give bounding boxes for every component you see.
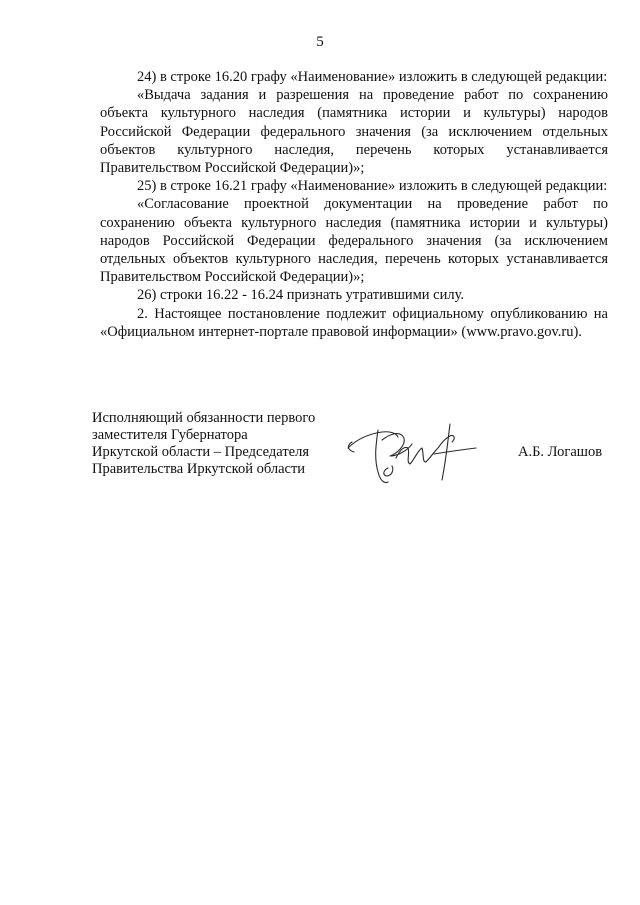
position-line: Иркутской области – Председателя — [92, 444, 309, 460]
paragraph-24-quote: «Выдача задания и разрешения на проведение работ по сохранению объекта культурного наследия (памятника истории и культуры) народов Российской Федерации федерального значения (за исключением отдельных объектов культурного наследия, перечень которых устанавливается Правительством Российской Федерации)»; — [100, 87, 608, 177]
signatory-name: А.Б. Логашов — [518, 444, 603, 460]
handwritten-signature — [338, 410, 488, 490]
document-body — [100, 68, 608, 341]
page-number: 5 — [316, 34, 324, 50]
position-line: Правительства Иркутской области — [92, 461, 306, 477]
position-line: заместителя Губернатора — [92, 427, 248, 443]
paragraph-26: 26) строки 16.22 - 16.24 признать утратившими силу. — [137, 287, 465, 304]
signatory-position — [92, 410, 332, 478]
paragraph-25-quote: «Согласование проектной документации на проведение работ по сохранению объекта культурного наследия (памятника истории и культуры) народов Российской Федерации федерального значения (за исключением отдельных объектов культурного наследия, перечень которых устанавливается Правительством Российской Федерации)»; — [100, 196, 608, 286]
paragraph-publication: 2. Настоящее постановление подлежит официальному опубликованию на «Официальном интернет-портале правовой информации» (www.pravo.gov.ru). — [100, 305, 608, 340]
position-line: Исполняющий обязанности первого — [92, 410, 316, 426]
paragraph-24-intro: 24) в строке 16.20 графу «Наименование» изложить в следующей редакции: — [137, 69, 608, 85]
paragraph-25-intro: 25) в строке 16.21 графу «Наименование» изложить в следующей редакции: — [137, 178, 608, 195]
